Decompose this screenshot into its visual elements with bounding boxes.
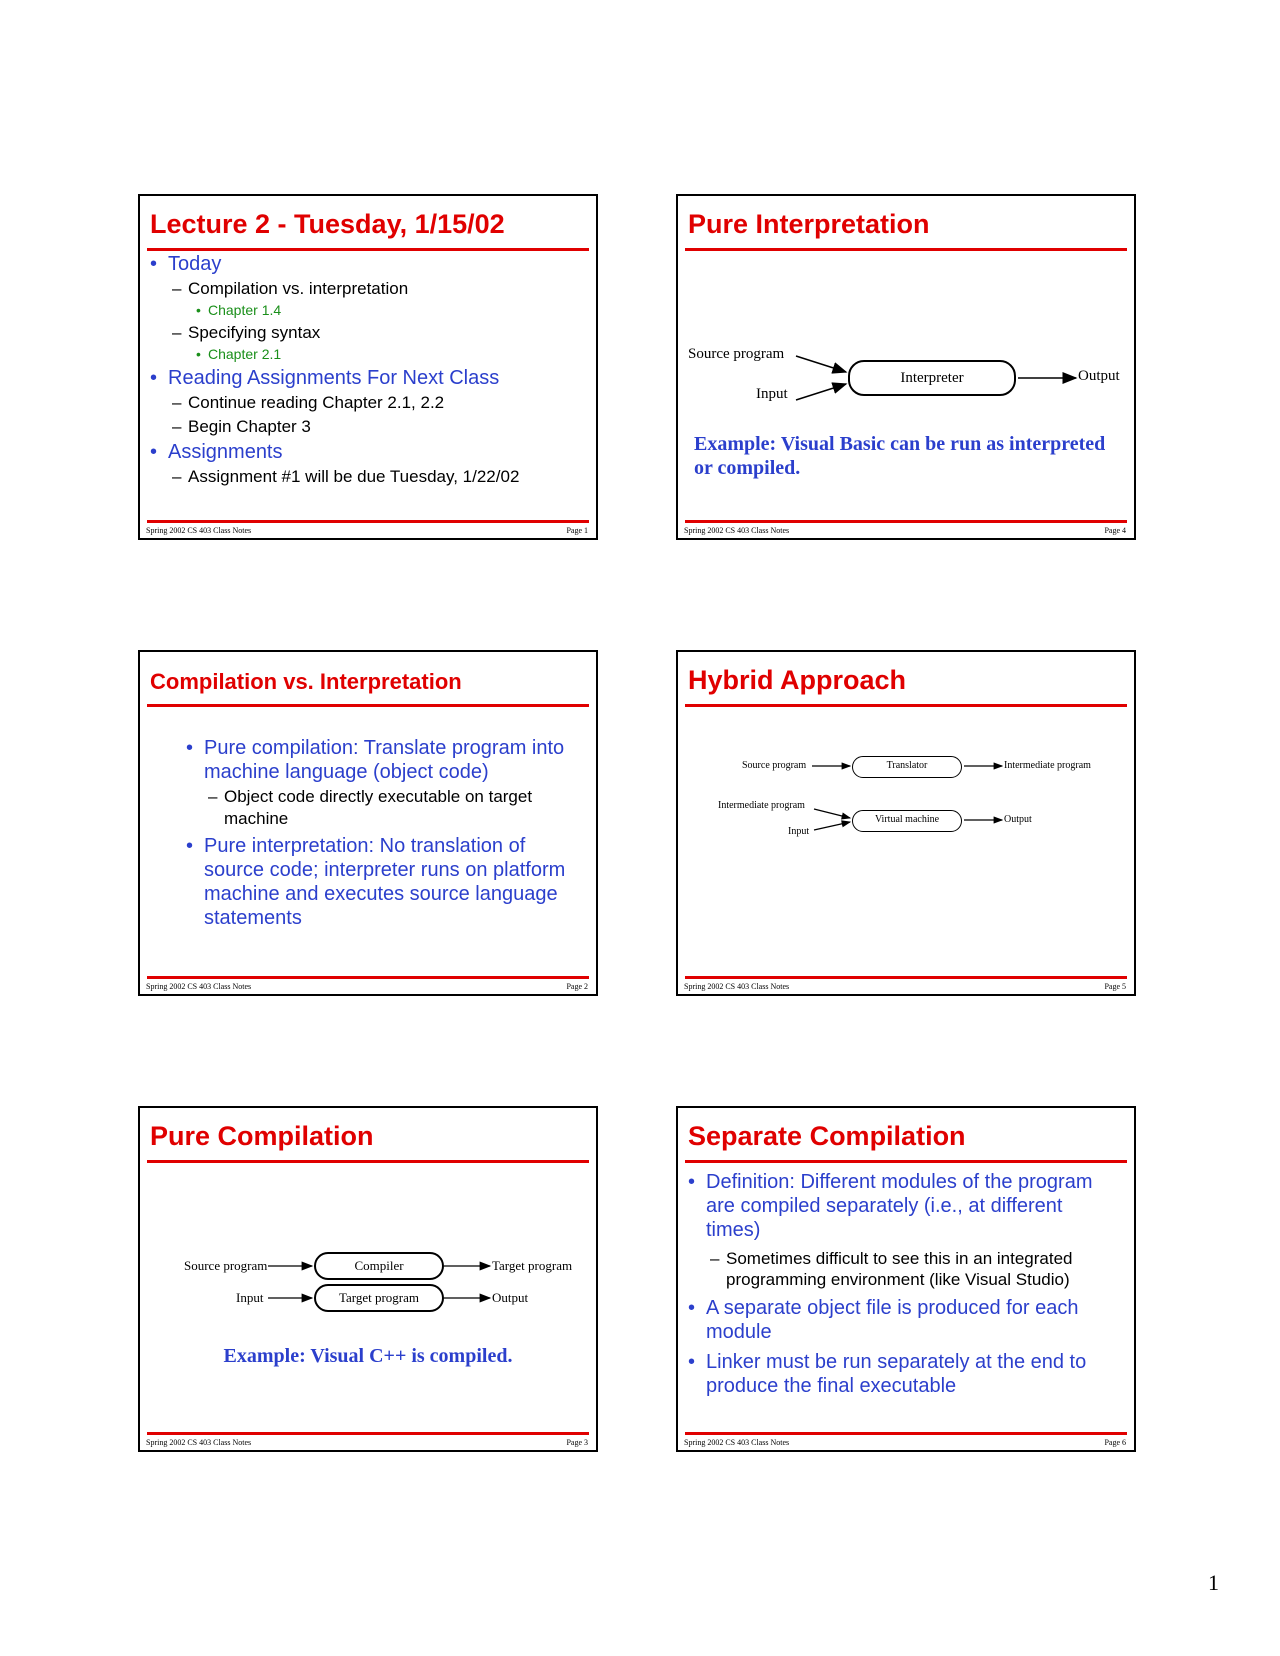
footer-left: Spring 2002 CS 403 Class Notes: [146, 1438, 252, 1447]
footer-right: Page 1: [566, 526, 588, 535]
hybrid-diagram: [678, 652, 1134, 972]
sub-bullet: – Object code directly executable on target machine: [186, 786, 576, 830]
slide-3: [138, 1106, 598, 1452]
source-program-label: Source program: [688, 346, 785, 362]
sub-bullet: – Specifying syntax: [150, 322, 586, 344]
input-label: Input: [756, 386, 788, 402]
bullet-pure-compilation: • Pure compilation: Translate program into machine language (object code): [186, 736, 576, 784]
slide-title: Separate Compilation: [688, 1121, 966, 1151]
bullet-pure-interpretation: • Pure interpretation: No translation of source code; interpreter runs on platform machine and executes source language statements: [186, 834, 576, 930]
slide-title: Pure Compilation: [150, 1121, 374, 1151]
footer-rule: [685, 976, 1127, 979]
slide-title: Hybrid Approach: [688, 665, 907, 695]
sub-bullet: – Compilation vs. interpretation: [150, 278, 586, 300]
footer-right: Page 5: [1104, 982, 1126, 991]
slide-4: [676, 194, 1136, 540]
compilation-diagram: [140, 1108, 596, 1428]
translator-box: Translator: [852, 756, 962, 778]
slide-title: Compilation vs. Interpretation: [150, 669, 462, 694]
footer-left: Spring 2002 CS 403 Class Notes: [684, 1438, 790, 1447]
footer-left: Spring 2002 CS 403 Class Notes: [684, 982, 790, 991]
footer-rule: [685, 1432, 1127, 1435]
title-rule: [685, 1160, 1127, 1163]
footer-left: Spring 2002 CS 403 Class Notes: [146, 982, 252, 991]
output-label: Output: [492, 1290, 529, 1305]
slide-1: [138, 194, 598, 540]
sub-sub-bullet: • Chapter 1.4: [150, 300, 586, 320]
bullet-linker: • Linker must be run separately at the end to produce the final executable: [688, 1350, 1120, 1398]
slide-2: [138, 650, 598, 996]
slide-6: [676, 1106, 1136, 1452]
target-program-label: Target program: [492, 1258, 573, 1273]
bullet-assignments: • Assignments: [150, 440, 586, 464]
footer-left: Spring 2002 CS 403 Class Notes: [684, 526, 790, 535]
interpreter-box: Interpreter: [848, 360, 1016, 396]
compiler-box: Compiler: [314, 1252, 444, 1280]
output-label: Output: [1004, 814, 1032, 825]
sub-bullet: – Begin Chapter 3: [150, 416, 586, 438]
footer-right: Page 4: [1104, 526, 1126, 535]
sub-sub-bullet: • Chapter 2.1: [150, 344, 586, 364]
slide-title: Lecture 2 - Tuesday, 1/15/02: [150, 209, 505, 239]
slide-title: Pure Interpretation: [688, 209, 930, 239]
target-program-box: Target program: [314, 1284, 444, 1312]
bullet-definition: • Definition: Different modules of the program are compiled separately (i.e., at different times): [688, 1170, 1120, 1242]
footer-left: Spring 2002 CS 403 Class Notes: [146, 526, 252, 535]
example-text: Example: Visual Basic can be run as interpreted or compiled.: [694, 433, 1106, 479]
footer-rule: [147, 1432, 589, 1435]
virtual-machine-box: Virtual machine: [852, 810, 962, 832]
footer-right: Page 6: [1104, 1438, 1126, 1447]
footer-rule: [685, 520, 1127, 523]
footer-right: Page 3: [566, 1438, 588, 1447]
intermediate-program-output-label: Intermediate program: [1004, 760, 1091, 771]
bullet-reading: • Reading Assignments For Next Class: [150, 366, 586, 390]
input-label: Input: [788, 826, 810, 837]
page-number: 1: [1208, 1570, 1219, 1595]
source-program-label: Source program: [184, 1258, 268, 1273]
intermediate-program-input-label: Intermediate program: [718, 800, 805, 811]
sub-bullet: – Continue reading Chapter 2.1, 2.2: [150, 392, 586, 414]
bullet-object-file: • A separate object file is produced for each module: [688, 1296, 1120, 1344]
title-rule: [147, 704, 589, 707]
source-program-label: Source program: [742, 760, 807, 771]
bullet-today: • Today: [150, 252, 586, 276]
slide-5: [676, 650, 1136, 996]
input-label: Input: [236, 1290, 264, 1305]
sub-bullet: – Assignment #1 will be due Tuesday, 1/22/02: [150, 466, 586, 488]
footer-rule: [147, 976, 589, 979]
output-label: Output: [1078, 368, 1120, 384]
footer-rule: [147, 520, 589, 523]
sub-bullet: – Sometimes difficult to see this in an integrated programming environment (like Visual Studio): [688, 1248, 1120, 1290]
example-text: Example: Visual C++ is compiled.: [223, 1345, 513, 1367]
footer-right: Page 2: [566, 982, 588, 991]
